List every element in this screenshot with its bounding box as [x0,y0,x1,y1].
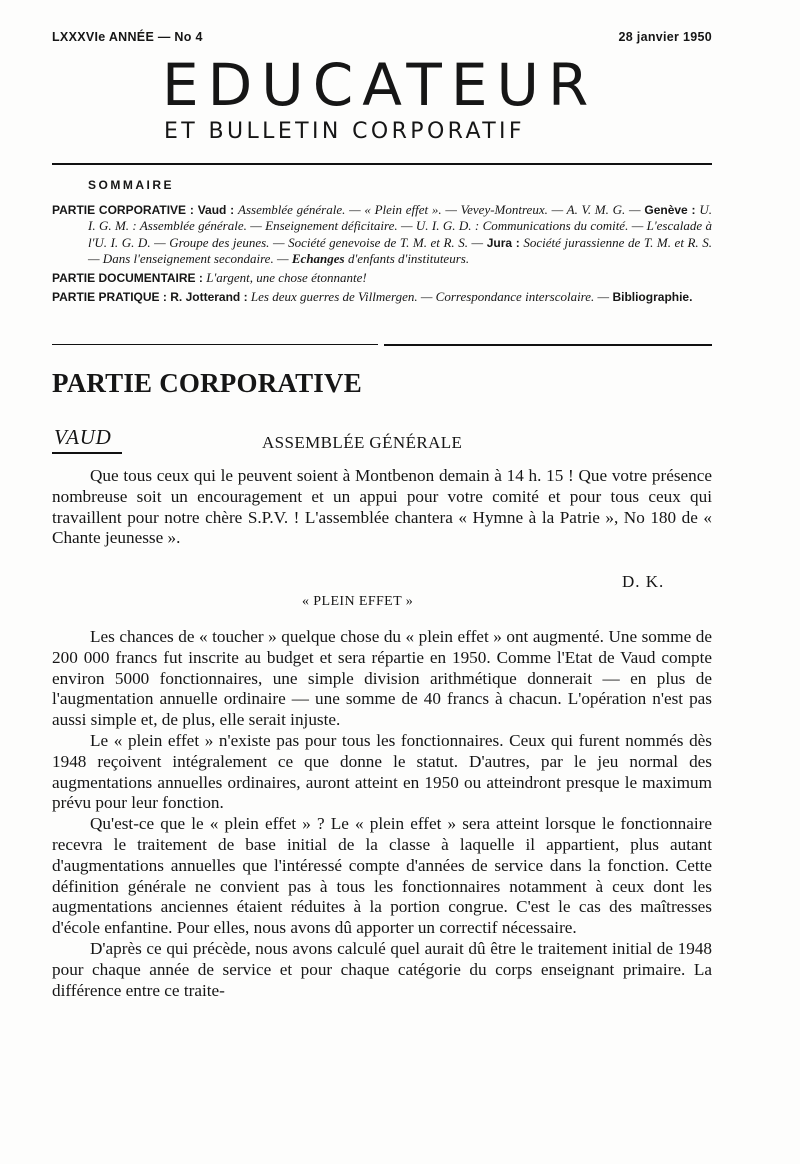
masthead-subtitle: ET BULLETIN CORPORATIF [164,119,525,144]
paragraph: Le « plein effet » n'existe pas pour tous les fonctionnaires. Ceux qui furent nommés dès 1948 reçoivent intégralement ce que donne le statut. D'autres, par le jeu normal des augmentations annuelles ordinaires, auront atteint en 1950 ou atteindront presque le maximum prévu pour leur fonction. [52,730,712,813]
toc-rule-right [384,344,712,346]
article-title: ASSEMBLÉE GÉNÉRALE [262,433,463,452]
toc-entry-documentaire [52,270,712,286]
region-heading: VAUD [54,425,112,449]
issue-line [52,30,712,48]
region-underline [52,452,122,454]
paragraph: D'après ce qui précède, nous avons calculé quel aurait dû être le traitement initial de 1948 pour chaque année de service et pour chaque catégorie du corps enseignant primaire. La différence entre ce traite- [52,938,712,1000]
toc-label: PARTIE DOCUMENTAIRE : [52,271,203,286]
article-body [52,466,712,549]
issue-date: 28 janvier 1950 [618,30,712,44]
header-rule [52,163,712,165]
toc-text: Société jurassienne de T. M. et R. S. — Dans l'enseignement secondaire. — [88,234,712,266]
toc-sublabel: Jura : [486,235,520,250]
toc-sublabel: Vaud : [197,203,235,218]
toc-text: Les deux guerres de Villmergen. — Correspondance interscolaire. — [250,289,610,305]
toc-text: Assemblée générale. — « Plein effet ». — Vevey-Montreux. — A. V. M. G. — [238,202,641,218]
issue-number: LXXXVIe ANNÉE — No 4 [52,30,203,44]
toc-rule-left [52,344,378,345]
toc-entry-pratique [52,289,712,305]
article-title: « PLEIN EFFET » [302,594,414,609]
toc-text-bold: Echanges [291,250,345,266]
toc-text: d'enfants d'instituteurs. [347,250,470,266]
section-title: PARTIE CORPORATIVE [52,368,362,398]
toc-sublabel: Bibliographie. [612,290,693,305]
toc-text: U. I. G. M. : Assemblée générale. — Enseignement déficitaire. — U. I. G. D. : Communications du comité. — L'escalade à l'U. I. G. D. — Groupe des jeunes. — Société genevoise de T. M. et R. S. — [88,202,712,250]
paragraph: Les chances de « toucher » quelque chose du « plein effet » ont augmenté. Une somme de 200 000 francs fut inscrite au budget et sera répartie en 1950. Comme l'Etat de Vaud compte environ 5000 fonctionnaires, une simple division arithmétique donnerait — en plus de l'augmentation annuelle ordinaire — une somme de 40 francs à chacun. L'opération n'est pas aussi simple et, de plus, elle serait injuste. [52,627,712,730]
paragraph: Que tous ceux qui le peuvent soient à Montbenon demain à 14 h. 15 ! Que votre présence nombreuse soit un encouragement et un appui pour votre comité et pour tous ceux qui travaillent pour notre chère S.P.V. ! L'assemblée chantera « Hymne à la Patrie », No 180 de « Chante jeunesse ». [52,466,712,548]
paragraph: Qu'est-ce que le « plein effet » ? Le « plein effet » sera atteint lorsque le fonctionnaire recevra le traitement de base initial de la classe à laquelle il appartient, plus autant d'augmentations annuelles que l'intéressé compte d'années de service dans la fonction. Cette définition générale ne convient pas à tous les fonctionnaires notamment à ceux dont les augmentations anciennes étaient réduites à la portion congrue. C'est le cas des maîtresses d'école enfantine. Pour elles, nous avons dû apporter un correctif nécessaire. [52,814,712,938]
toc-label: PARTIE CORPORATIVE : [52,203,194,218]
article-body [52,627,712,1001]
toc-sublabel: R. Jotterand : [170,290,248,305]
toc-entry-corporative [52,202,712,267]
toc-heading: SOMMAIRE [88,178,174,192]
signature: D. K. [622,572,665,591]
masthead-title: EDUCATEUR [162,51,598,119]
toc-text: L'argent, une chose étonnante! [206,270,367,286]
table-of-contents [52,178,712,308]
toc-label: PARTIE PRATIQUE : [52,290,167,305]
toc-sublabel: Genève : [644,203,696,218]
